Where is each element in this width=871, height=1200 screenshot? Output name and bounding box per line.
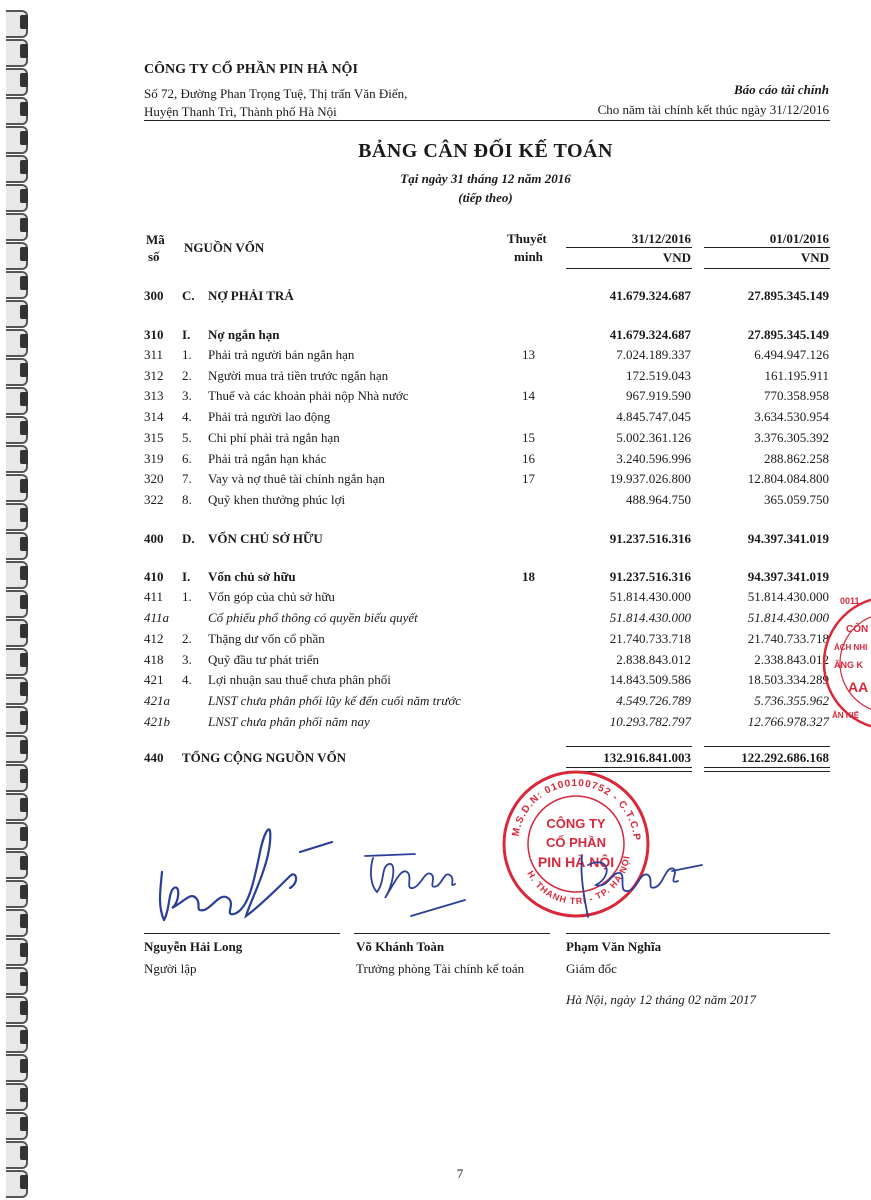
row-code: 411a — [144, 610, 170, 625]
row-name: VỐN CHỦ SỞ HỮU — [208, 531, 323, 546]
row-value-current: 14.843.509.586 — [609, 672, 691, 687]
row-name: Vốn góp của chủ sở hữu — [208, 589, 335, 604]
table-row — [0, 672, 871, 692]
row-value-prior: 365.059.750 — [764, 492, 829, 507]
row-code: 421 — [144, 672, 164, 687]
table-row — [0, 693, 871, 713]
binding-hole — [20, 798, 28, 812]
table-row — [0, 409, 871, 429]
binding-hole — [20, 1059, 28, 1073]
row-index: 2. — [182, 631, 192, 646]
row-code: 412 — [144, 631, 164, 646]
svg-text:H. THANH TRÌ - TP. HÀ NỘI: H. THANH TRÌ - TP. HÀ NỘI — [525, 854, 632, 907]
document-title: BẢNG CÂN ĐỐI KẾ TOÁN — [358, 140, 613, 162]
row-value-prior: 12.804.084.800 — [747, 471, 829, 486]
row-note-ref: 13 — [522, 347, 535, 362]
row-value-prior: 94.397.341.019 — [747, 569, 829, 584]
row-name: Quỹ đầu tư phát triển — [208, 652, 320, 667]
side-seal-text: ÁCH NHI — [834, 643, 868, 652]
row-note-ref: 18 — [522, 569, 535, 584]
col-header-unit-2: VND — [800, 250, 829, 265]
total-rule-col2 — [704, 746, 830, 747]
col2-header-rule-bottom — [704, 268, 830, 269]
row-value-current: 172.519.043 — [626, 368, 691, 383]
col1-header-rule-bottom — [566, 268, 692, 269]
table-row — [0, 430, 871, 450]
row-value-current: 91.237.516.316 — [609, 569, 691, 584]
table-row — [0, 531, 871, 551]
row-code: 314 — [144, 409, 164, 424]
row-code: 300 — [144, 288, 164, 303]
row-index: 1. — [182, 589, 192, 604]
row-index: 6. — [182, 451, 192, 466]
total-rule-col1 — [566, 746, 692, 747]
row-code: 421a — [144, 693, 170, 708]
row-name: Cổ phiếu phổ thông có quyền biểu quyết — [208, 610, 418, 625]
table-row — [0, 471, 871, 491]
table-row — [0, 368, 871, 388]
signature-chief-accountant — [355, 842, 475, 922]
col-header-date-2: 01/01/2016 — [769, 231, 829, 246]
col-header-unit-1: VND — [662, 250, 691, 265]
row-value-current: 5.002.361.126 — [616, 430, 691, 445]
row-value-prior: 94.397.341.019 — [747, 531, 829, 546]
row-index: I. — [182, 327, 191, 342]
binding-hole — [20, 914, 28, 928]
binding-hole — [20, 827, 28, 841]
row-name: Nợ ngắn hạn — [208, 327, 280, 342]
table-row — [0, 451, 871, 471]
side-seal-text: AA — [848, 679, 869, 695]
row-value-prior: 122.292.686.168 — [741, 750, 829, 765]
row-value-current: 51.814.430.000 — [609, 610, 691, 625]
document-continued: (tiếp theo) — [458, 190, 513, 205]
director-role: Giám đốc — [566, 961, 617, 976]
row-index: I. — [182, 569, 191, 584]
row-name: Người mua trả tiền trước ngắn hạn — [208, 368, 389, 383]
row-value-current: 7.024.189.337 — [616, 347, 691, 362]
row-note-ref: 17 — [522, 471, 535, 486]
chief-accountant-name: Võ Khánh Toàn — [356, 939, 445, 954]
binding-hole — [20, 218, 28, 232]
row-index: C. — [182, 288, 195, 303]
col1-header-rule — [566, 247, 692, 248]
svg-text:CỔ PHẦN: CỔ PHẦN — [546, 835, 606, 850]
table-row — [0, 327, 871, 347]
row-value-prior: 288.862.258 — [764, 451, 829, 466]
row-name: LNST chưa phân phối năm nay — [208, 714, 370, 729]
col-header-note-1: Thuyết — [507, 231, 547, 246]
row-value-prior: 770.358.958 — [764, 388, 829, 403]
page-number: 7 — [456, 1166, 464, 1181]
row-code: 400 — [144, 531, 164, 546]
row-index: 3. — [182, 652, 192, 667]
row-index: 8. — [182, 492, 192, 507]
preparer-name: Nguyễn Hải Long — [144, 939, 243, 954]
signing-place-date: Hà Nội, ngày 12 tháng 02 năm 2017 — [566, 992, 756, 1007]
binding-hole — [20, 972, 28, 986]
row-code: 319 — [144, 451, 164, 466]
binding-hole — [20, 15, 28, 29]
row-value-current: 132.916.841.003 — [603, 750, 691, 765]
row-note-ref: 16 — [522, 451, 535, 466]
signature-rule-1 — [144, 933, 340, 934]
row-index: 3. — [182, 388, 192, 403]
row-code: 418 — [144, 652, 164, 667]
side-seal-fragment — [822, 588, 871, 738]
side-seal-text: CÔN — [846, 624, 869, 635]
row-name: Lợi nhuận sau thuế chưa phân phối — [208, 672, 391, 687]
row-code: 410 — [144, 569, 164, 584]
row-value-prior: 2.338.843.012 — [754, 652, 829, 667]
col-header-name: NGUỒN VỐN — [184, 240, 265, 255]
svg-text:PIN HÀ NỘI: PIN HÀ NỘI — [537, 854, 615, 870]
preparer-role: Người lập — [144, 961, 197, 976]
table-row — [0, 288, 871, 308]
row-value-prior: 6.494.947.126 — [754, 347, 829, 362]
row-code: 320 — [144, 471, 164, 486]
row-value-current: 4.845.747.045 — [616, 409, 691, 424]
row-value-prior: 12.766.978.327 — [747, 714, 829, 729]
binding-hole — [20, 1001, 28, 1015]
binding-hole — [20, 247, 28, 261]
row-value-prior: 27.895.345.149 — [747, 288, 829, 303]
row-name: Vốn chủ sở hữu — [208, 569, 296, 584]
side-seal-text: ÂN KIỂ — [832, 711, 860, 720]
company-name: CÔNG TY CỔ PHẦN PIN HÀ NỘI — [144, 62, 358, 77]
col-header-code-2: số — [148, 249, 160, 264]
document-subtitle: Tại ngày 31 tháng 12 năm 2016 — [400, 171, 571, 186]
row-value-current: 51.814.430.000 — [609, 589, 691, 604]
row-value-current: 10.293.782.797 — [609, 714, 691, 729]
company-address-line2: Huyện Thanh Trì, Thành phố Hà Nội — [144, 104, 337, 119]
row-index: D. — [182, 531, 195, 546]
table-row — [0, 610, 871, 630]
row-value-current: 967.919.590 — [626, 388, 691, 403]
row-code: 440 — [144, 750, 164, 765]
row-value-current: 4.549.726.789 — [616, 693, 691, 708]
signature-rule-3 — [566, 933, 830, 934]
row-value-current: 21.740.733.718 — [609, 631, 691, 646]
side-seal-text: 0011 — [840, 596, 860, 606]
row-index: 5. — [182, 430, 192, 445]
row-name: Thuế và các khoản phải nộp Nhà nước — [208, 388, 409, 403]
row-index: 4. — [182, 672, 192, 687]
report-type: Báo cáo tài chính — [734, 82, 829, 97]
director-name: Phạm Văn Nghĩa — [566, 939, 662, 954]
row-name: TỔNG CỘNG NGUỒN VỐN — [182, 750, 347, 765]
table-row — [0, 569, 871, 589]
binding-hole — [20, 1117, 28, 1131]
row-value-prior: 21.740.733.718 — [747, 631, 829, 646]
row-code: 313 — [144, 388, 164, 403]
binding-hole — [20, 856, 28, 870]
table-row — [0, 652, 871, 672]
row-value-current: 2.838.843.012 — [616, 652, 691, 667]
row-value-prior: 51.814.430.000 — [747, 610, 829, 625]
row-index: 7. — [182, 471, 192, 486]
row-code: 315 — [144, 430, 164, 445]
row-value-current: 41.679.324.687 — [609, 288, 691, 303]
row-value-prior: 3.634.530.954 — [754, 409, 829, 424]
row-value-prior: 161.195.911 — [764, 368, 829, 383]
binding-hole — [20, 1088, 28, 1102]
table-row — [0, 714, 871, 734]
row-code: 322 — [144, 492, 164, 507]
total-double-rule-col2 — [704, 767, 830, 772]
row-code: 411 — [144, 589, 164, 604]
chief-accountant-role: Trưởng phòng Tài chính kế toán — [356, 961, 525, 976]
table-row — [0, 631, 871, 651]
row-value-current: 19.937.026.800 — [609, 471, 691, 486]
row-name: LNST chưa phân phối lũy kế đến cuối năm trước — [208, 693, 462, 708]
binding-hole — [20, 102, 28, 116]
row-name: Vay và nợ thuê tài chính ngắn hạn — [208, 471, 385, 486]
col-header-note-2: minh — [514, 249, 543, 264]
row-name: Quỹ khen thưởng phúc lợi — [208, 492, 346, 507]
table-row — [0, 388, 871, 408]
row-index: 2. — [182, 368, 192, 383]
binding-hole — [20, 73, 28, 87]
row-code: 310 — [144, 327, 164, 342]
row-name: NỢ PHẢI TRẢ — [208, 288, 294, 303]
side-seal-text: ĂNG K — [834, 660, 863, 670]
row-value-current: 41.679.324.687 — [609, 327, 691, 342]
row-index: 1. — [182, 347, 192, 362]
row-value-current: 488.964.750 — [626, 492, 691, 507]
table-row — [0, 492, 871, 512]
row-value-prior: 5.736.355.962 — [754, 693, 829, 708]
binding-hole — [20, 1030, 28, 1044]
col-header-date-1: 31/12/2016 — [631, 231, 691, 246]
row-note-ref: 14 — [522, 388, 535, 403]
row-name: Phải trả ngắn hạn khác — [208, 451, 327, 466]
table-row — [0, 347, 871, 367]
company-address-line1: Số 72, Đường Phan Trọng Tuệ, Thị trấn Văn Điển, — [144, 86, 408, 101]
row-value-current: 3.240.596.996 — [616, 451, 691, 466]
svg-text:CÔNG TY: CÔNG TY — [546, 816, 606, 831]
report-period: Cho năm tài chính kết thúc ngày 31/12/2016 — [597, 102, 829, 117]
row-value-prior: 27.895.345.149 — [747, 327, 829, 342]
svg-text:M.S.D.N: 0100100752 - C.T.C.P: M.S.D.N: 0100100752 - C.T.C.P — [510, 777, 643, 842]
row-value-current: 91.237.516.316 — [609, 531, 691, 546]
table-row — [0, 589, 871, 609]
binding-hole — [20, 943, 28, 957]
row-value-prior: 51.814.430.000 — [747, 589, 829, 604]
row-name: Phải trả người lao động — [208, 409, 331, 424]
binding-hole — [20, 769, 28, 783]
col-header-code-1: Mã — [146, 232, 165, 247]
col2-header-rule — [704, 247, 830, 248]
header-divider — [144, 120, 830, 121]
row-note-ref: 15 — [522, 430, 535, 445]
signature-preparer — [150, 812, 340, 932]
binding-hole — [20, 885, 28, 899]
signature-rule-2 — [354, 933, 550, 934]
row-value-prior: 3.376.305.392 — [754, 430, 829, 445]
row-code: 312 — [144, 368, 164, 383]
row-name: Thặng dư vốn cổ phần — [208, 631, 325, 646]
binding-hole — [20, 44, 28, 58]
row-code: 311 — [144, 347, 164, 362]
row-value-prior: 18.503.334.289 — [747, 672, 829, 687]
binding-hole — [20, 1146, 28, 1160]
row-name: Phải trả người bán ngắn hạn — [208, 347, 355, 362]
row-name: Chi phí phải trả ngắn hạn — [208, 430, 340, 445]
signature-director — [568, 845, 708, 925]
row-index: 4. — [182, 409, 192, 424]
row-code: 421b — [144, 714, 170, 729]
